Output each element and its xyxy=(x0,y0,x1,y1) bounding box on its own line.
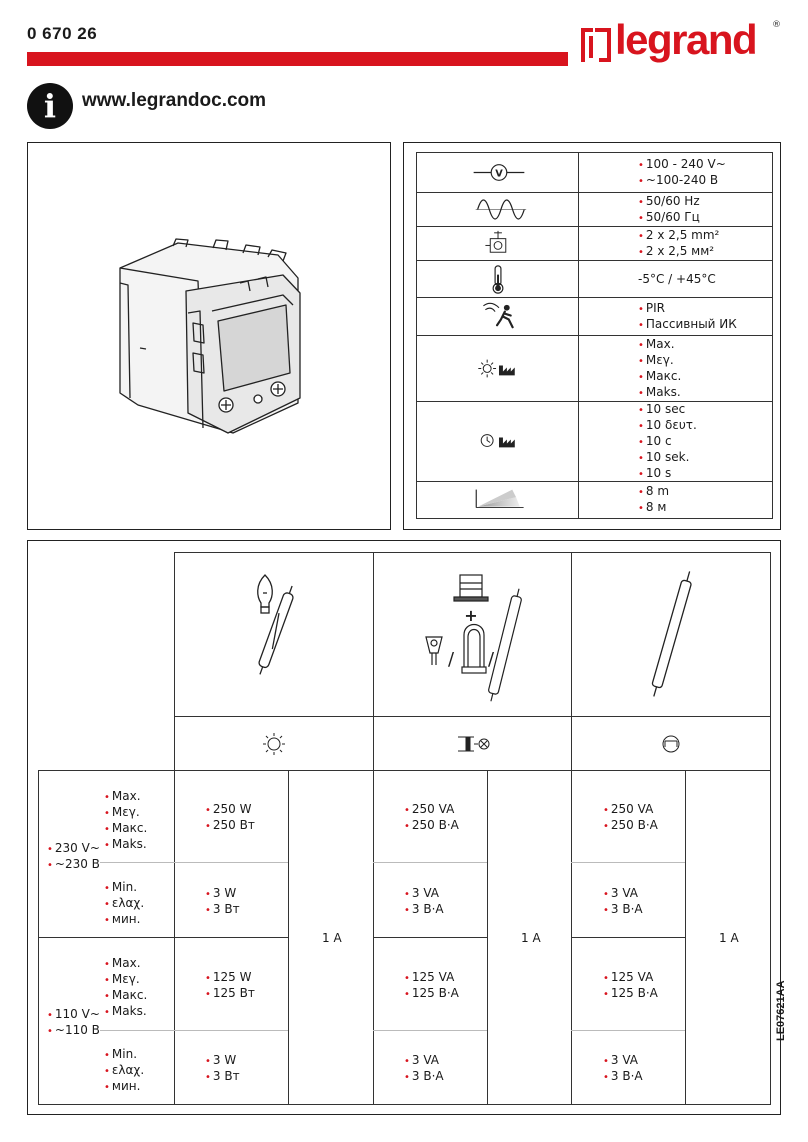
registered-mark: ® xyxy=(772,20,781,30)
value-en: • 250 W xyxy=(205,802,255,818)
website-link[interactable]: www.legrandoc.com xyxy=(82,90,267,111)
product-reference: 0 670 26 xyxy=(27,24,98,43)
info-icon: i xyxy=(27,83,73,129)
max-label-tr: • Maks. xyxy=(104,837,147,853)
terminal-icon xyxy=(416,227,579,260)
incandescent-halogen-lamps-illustration xyxy=(175,553,373,716)
frequency-icon xyxy=(416,193,579,226)
transformer-min-110 xyxy=(404,1053,444,1085)
legrand-logo xyxy=(579,16,784,72)
motion-sensor-device-illustration xyxy=(28,143,392,531)
value-ru: • 3 В·А xyxy=(404,1069,444,1085)
fluorescent-min-110 xyxy=(603,1053,643,1085)
incandescent-min-110 xyxy=(205,1053,240,1085)
min-label-ru: • мин. xyxy=(104,912,144,928)
value-ru: • 3 В·А xyxy=(603,902,643,918)
max-label-el: • Mεγ. xyxy=(104,972,147,988)
value-en: • 3 W xyxy=(205,1053,240,1069)
value-ru: • 250 Вт xyxy=(205,818,255,834)
value-ru: • 250 В·А xyxy=(404,818,459,834)
value-en: • 3 VA xyxy=(404,886,444,902)
value-ru: • 3 В·А xyxy=(404,902,444,918)
value-ru: • 125 Вт xyxy=(205,986,255,1002)
incandescent-max-230 xyxy=(205,802,255,834)
range-value-ru: • 8 м xyxy=(638,500,772,516)
frequency-value-ru: • 50/60 Гц xyxy=(638,210,772,226)
value-ru: • 3 Вт xyxy=(205,902,240,918)
spec-row-wiring xyxy=(416,226,773,260)
range-icon xyxy=(416,482,579,518)
max-label-ru: • Макс. xyxy=(104,988,147,1004)
thermometer-icon xyxy=(416,261,579,297)
voltage-110-en: • 110 V~ xyxy=(47,1007,100,1023)
min-label-en: • Min. xyxy=(104,1047,144,1063)
value-ru: • 125 В·А xyxy=(603,986,658,1002)
fluorescent-current: 1 A xyxy=(719,931,739,945)
delay-other: • 10 s xyxy=(638,466,772,482)
plus-sign: + xyxy=(464,606,478,625)
frequency-value: • 50/60 Hz xyxy=(638,194,772,210)
min-label-el: • ελαχ. xyxy=(104,1063,144,1079)
max-label-en: • Max. xyxy=(104,789,147,805)
fluorescent-symbol-icon xyxy=(572,717,770,770)
spec-row-range xyxy=(416,481,773,519)
document-code: LE07621AA xyxy=(775,980,787,1041)
min-label-en: • Min. xyxy=(104,880,144,896)
voltage-230-en: • 230 V~ xyxy=(47,841,100,857)
voltage-value: • 100 - 240 V~ xyxy=(638,157,772,173)
wiring-value: • 2 x 2,5 mm² xyxy=(638,228,772,244)
delay-tr: • 10 sek. xyxy=(638,450,772,466)
max-label-ru: • Макс. xyxy=(104,821,147,837)
value-en: • 3 W xyxy=(205,886,240,902)
max-label-tr: • Maks. xyxy=(104,1004,147,1020)
value-en: • 125 W xyxy=(205,970,255,986)
spec-row-temperature xyxy=(416,260,773,297)
fluorescent-max-230 xyxy=(603,802,658,834)
detection-value: • PIR xyxy=(638,301,772,317)
timer-icon xyxy=(416,402,579,481)
value-ru: • 3 Вт xyxy=(205,1069,240,1085)
spec-row-lux xyxy=(416,335,773,401)
incandescent-current: 1 A xyxy=(322,931,342,945)
svg-text:V: V xyxy=(495,168,503,180)
value-ru: • 3 В·А xyxy=(603,1069,643,1085)
value-en: • 3 VA xyxy=(404,1053,444,1069)
delay-el: • 10 δευτ. xyxy=(638,418,772,434)
voltage-icon xyxy=(416,153,579,192)
fluorescent-max-110 xyxy=(603,970,658,1002)
spec-row-detection xyxy=(416,297,773,335)
transformer-current: 1 A xyxy=(521,931,541,945)
value-en: • 250 VA xyxy=(603,802,658,818)
value-ru: • 250 В·А xyxy=(603,818,658,834)
spec-row-voltage xyxy=(416,152,773,192)
device-illustration-panel xyxy=(27,142,391,530)
transformer-min-230 xyxy=(404,886,444,918)
value-ru: • 125 В·А xyxy=(404,986,459,1002)
max-labels-110 xyxy=(104,956,147,1020)
transformer-max-230 xyxy=(404,802,459,834)
brand-name: legrand xyxy=(615,16,757,63)
incandescent-symbol-icon xyxy=(175,717,373,770)
transformer-lamps-illustration xyxy=(374,553,571,716)
value-en: • 3 VA xyxy=(603,1053,643,1069)
lux-max-en: • Max. xyxy=(638,337,772,353)
min-labels-110 xyxy=(104,1047,144,1095)
delay-ru: • 10 с xyxy=(638,434,772,450)
slash-separator-2: / xyxy=(487,649,495,670)
max-label-en: • Max. xyxy=(104,956,147,972)
delay-en: • 10 sec xyxy=(638,402,772,418)
specifications-panel xyxy=(403,142,781,530)
voltage-110-ru: • ~110 В xyxy=(47,1023,100,1039)
lux-max-ru: • Макс. xyxy=(638,369,772,385)
incandescent-min-230 xyxy=(205,886,240,918)
value-en: • 125 VA xyxy=(603,970,658,986)
value-en: • 250 VA xyxy=(404,802,459,818)
voltage-230-ru: • ~230 В xyxy=(47,857,100,873)
min-label-ru: • мин. xyxy=(104,1079,144,1095)
fluorescent-min-230 xyxy=(603,886,643,918)
logo-mark-icon xyxy=(579,22,615,68)
range-value: • 8 m xyxy=(638,484,772,500)
lux-max-tr: • Maks. xyxy=(638,385,772,401)
max-labels-230 xyxy=(104,789,147,853)
lux-icon xyxy=(416,336,579,401)
voltage-value-ru: • ~100-240 В xyxy=(638,173,772,189)
transformer-max-110 xyxy=(404,970,459,1002)
wiring-value-ru: • 2 x 2,5 мм² xyxy=(638,244,772,260)
motion-icon xyxy=(416,298,579,335)
spec-row-frequency xyxy=(416,192,773,226)
fluorescent-tube-illustration xyxy=(572,553,770,716)
voltage-110-label xyxy=(47,1007,100,1039)
spec-row-delay xyxy=(416,401,773,481)
value-en: • 125 VA xyxy=(404,970,459,986)
transformer-symbol-icon xyxy=(374,717,571,770)
max-label-el: • Mεγ. xyxy=(104,805,147,821)
min-label-el: • ελαχ. xyxy=(104,896,144,912)
incandescent-max-110 xyxy=(205,970,255,1002)
header-red-bar xyxy=(27,52,568,66)
slash-separator-1: / xyxy=(447,649,455,670)
detection-value-ru: • Пассивный ИК xyxy=(638,317,772,333)
lux-max-el: • Mεγ. xyxy=(638,353,772,369)
voltage-230-label xyxy=(47,841,100,873)
value-en: • 3 VA xyxy=(603,886,643,902)
min-labels-230 xyxy=(104,880,144,928)
temperature-value: -5°C / +45°C xyxy=(638,272,716,286)
